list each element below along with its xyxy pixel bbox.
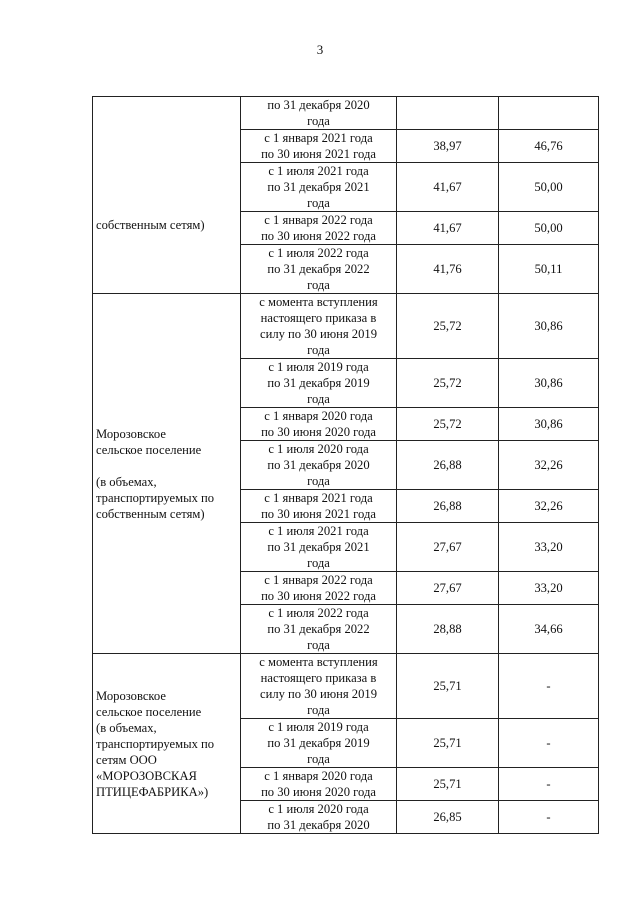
tariff-value-2: 30,86 — [499, 294, 599, 359]
tariff-value-2: 32,26 — [499, 441, 599, 490]
tariff-value-1: 27,67 — [397, 523, 499, 572]
page-number: 3 — [316, 42, 324, 57]
period-cell: с 1 января 2022 года по 30 июня 2022 года — [241, 212, 397, 245]
period-cell: с 1 января 2021 года по 30 июня 2021 года — [241, 490, 397, 523]
area-gap — [96, 458, 237, 474]
period-cell: с 1 июля 2022 года по 31 декабря 2022 года — [241, 245, 397, 294]
tariff-value-1: 26,88 — [397, 490, 499, 523]
tariff-value-2: 30,86 — [499, 359, 599, 408]
period-cell: с 1 июля 2019 года по 31 декабря 2019 года — [241, 719, 397, 768]
period-cell: с 1 июля 2019 года по 31 декабря 2019 года — [241, 359, 397, 408]
tariff-value-2 — [499, 97, 599, 130]
tariff-value-1: 25,71 — [397, 654, 499, 719]
tariff-value-2: 32,26 — [499, 490, 599, 523]
table-row — [93, 294, 599, 359]
period-cell: с момента вступления настоящего приказа в силу по 30 июня 2019 года — [241, 654, 397, 719]
tariff-value-1 — [397, 97, 499, 130]
tariff-value-2: - — [499, 719, 599, 768]
tariff-value-1: 41,67 — [397, 163, 499, 212]
tariff-value-2: 33,20 — [499, 523, 599, 572]
tariff-table-body — [93, 97, 599, 834]
period-cell: с момента вступления настоящего приказа в силу по 30 июня 2019 года — [241, 294, 397, 359]
tariff-value-2: 50,11 — [499, 245, 599, 294]
tariff-value-1: 26,88 — [397, 441, 499, 490]
area-cell — [93, 97, 241, 294]
tariff-value-1: 41,76 — [397, 245, 499, 294]
period-cell: с 1 июля 2021 года по 31 декабря 2021 года — [241, 163, 397, 212]
period-cell: с 1 июля 2020 года по 31 декабря 2020 года — [241, 441, 397, 490]
area-text: Морозовское сельское поселение (в объемах, транспортируемых по сетям ООО «МОРОЗОВСКАЯ ПТИЦЕФАБРИКА») — [96, 688, 215, 799]
period-cell: с 1 июля 2020 года по 31 декабря 2020 — [241, 801, 397, 834]
tariff-value-1: 41,67 — [397, 212, 499, 245]
tariff-value-2: 30,86 — [499, 408, 599, 441]
tariff-value-1: 25,72 — [397, 294, 499, 359]
period-cell: с 1 января 2022 года по 30 июня 2022 года — [241, 572, 397, 605]
tariff-value-1: 25,72 — [397, 359, 499, 408]
tariff-value-1: 38,97 — [397, 130, 499, 163]
tariff-value-2: 46,76 — [499, 130, 599, 163]
tariff-value-2: - — [499, 654, 599, 719]
tariff-value-1: 28,88 — [397, 605, 499, 654]
area-cell — [93, 654, 241, 834]
tariff-value-1: 25,71 — [397, 719, 499, 768]
tariff-value-1: 27,67 — [397, 572, 499, 605]
period-cell: по 31 декабря 2020 года — [241, 97, 397, 130]
tariff-value-1: 26,85 — [397, 801, 499, 834]
area-cell — [93, 294, 241, 654]
tariff-value-1: 25,71 — [397, 768, 499, 801]
period-cell: с 1 января 2020 года по 30 июня 2020 года — [241, 408, 397, 441]
area-note: (в объемах, транспортируемых по собственным сетям) — [96, 474, 215, 521]
table-row — [93, 654, 599, 719]
period-cell: с 1 июля 2022 года по 31 декабря 2022 года — [241, 605, 397, 654]
area-title: Морозовское сельское поселение — [96, 426, 202, 457]
table-row — [93, 97, 599, 130]
area-text: собственным сетям) — [96, 218, 205, 232]
tariff-table — [92, 96, 599, 834]
tariff-value-2: 33,20 — [499, 572, 599, 605]
period-cell: с 1 января 2021 года по 30 июня 2021 года — [241, 130, 397, 163]
period-cell: с 1 июля 2021 года по 31 декабря 2021 года — [241, 523, 397, 572]
tariff-value-2: 50,00 — [499, 163, 599, 212]
tariff-value-1: 25,72 — [397, 408, 499, 441]
tariff-value-2: 34,66 — [499, 605, 599, 654]
tariff-value-2: - — [499, 801, 599, 834]
period-cell: с 1 января 2020 года по 30 июня 2020 года — [241, 768, 397, 801]
tariff-value-2: 50,00 — [499, 212, 599, 245]
tariff-value-2: - — [499, 768, 599, 801]
